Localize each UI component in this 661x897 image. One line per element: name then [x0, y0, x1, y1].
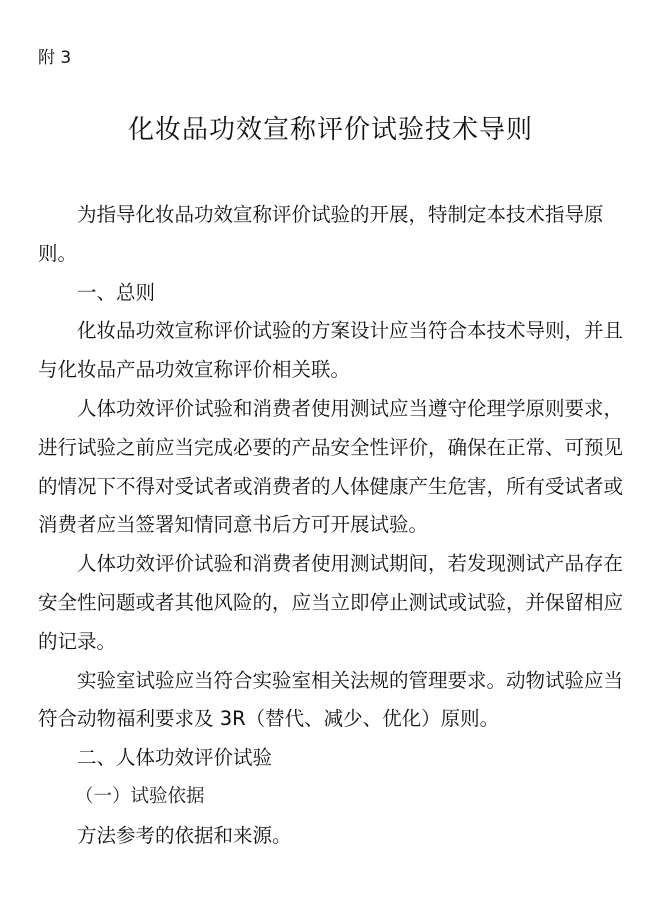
subsection-heading-basis: （一）试验依据 — [75, 785, 205, 807]
section-heading-general: 一、总则 — [77, 280, 156, 304]
section-heading-human-trials: 二、人体功效评价试验 — [77, 746, 273, 770]
general-paragraph-2: 人体功效评价试验和消费者使用测试应当遵守伦理学原则要求，进行试验之前应当完成必要的产品安全性评价，确保在正常、可预见的情况下不得对受试者或消费者的人体健康产生危害，所有受试者或消费者应当签署知情同意书后方可开展试验。 — [38, 396, 624, 537]
attachment-label: 附 3 — [38, 48, 72, 68]
general-paragraph-3: 人体功效评价试验和消费者使用测试期间，若发现测试产品存在安全性问题或者其他风险的，应当立即停止测试或试验，并保留相应的记录。 — [38, 552, 624, 653]
general-paragraph-1: 化妆品功效宣称评价试验的方案设计应当符合本技术导则，并且与化妆品产品功效宣称评价相关联。 — [38, 319, 624, 382]
general-paragraph-4: 实验室试验应当符合实验室相关法规的管理要求。动物试验应当符合动物福利要求及 3R（替代、减少、优化）原则。 — [38, 668, 624, 731]
basis-paragraph: 方法参考的依据和来源。 — [77, 823, 292, 847]
document-title: 化妆品功效宣称评价试验技术导则 — [127, 115, 533, 145]
document-body — [38, 196, 626, 856]
intro-paragraph: 为指导化妆品功效宣称评价试验的开展，特制定本技术指导原则。 — [38, 203, 604, 265]
